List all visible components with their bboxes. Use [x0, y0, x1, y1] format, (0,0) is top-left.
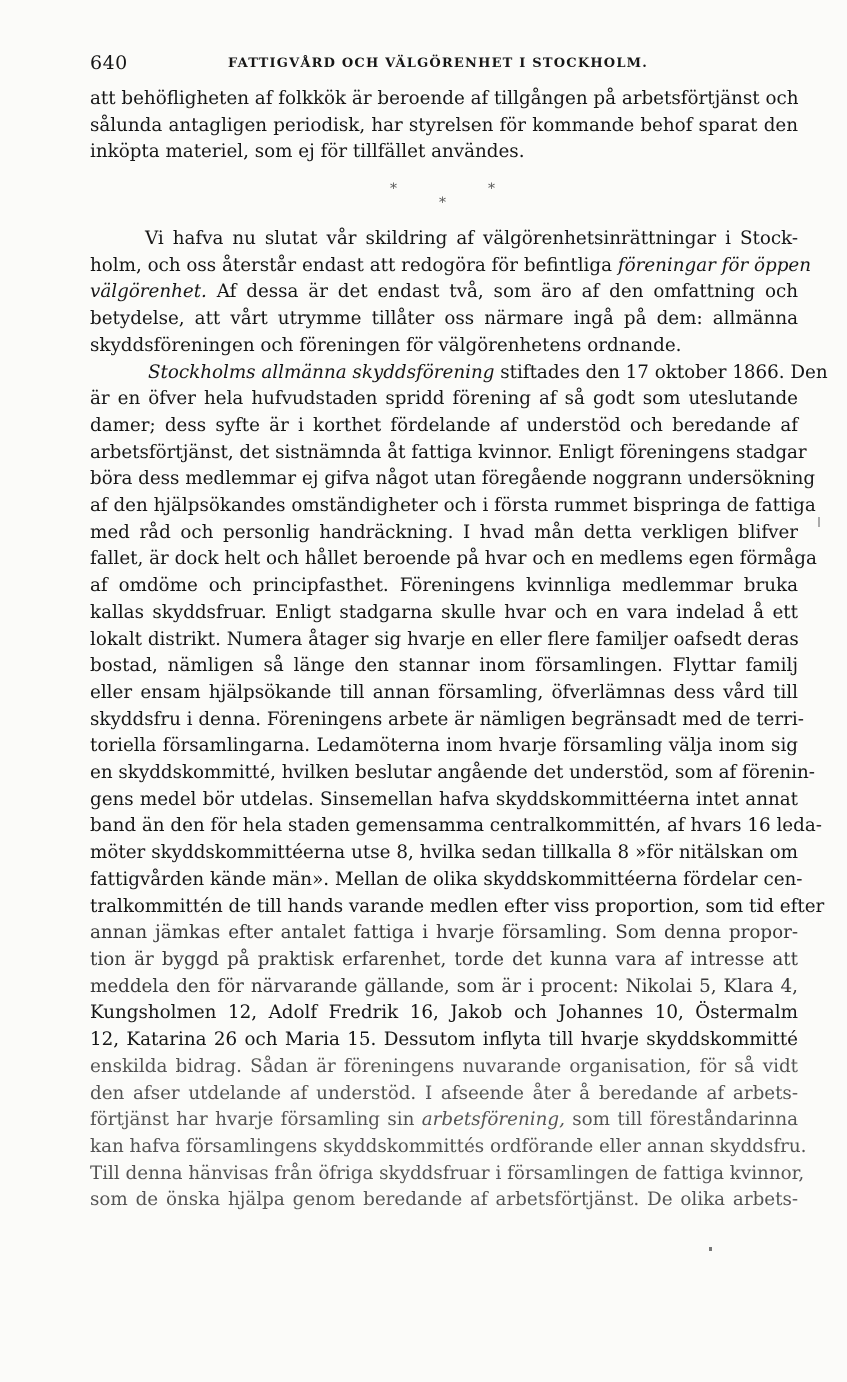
text-line: skyddsfru i denna. Föreningens arbete är nämligen begränsadt med de terri- [90, 708, 804, 730]
text-fragment: stiftades den 17 oktober 1866. Den [500, 361, 828, 383]
page-number: 640 [90, 52, 128, 74]
asterisk-mark: * [439, 195, 446, 211]
text-line: toriella församlingarna. Ledamöterna inom hvarje församling välja inom sig [90, 735, 798, 757]
text-line: som de önska hjälpa genom beredande af arbetsförtjänst. De olika arbets- [90, 1189, 798, 1211]
text-line [90, 279, 798, 306]
text-line: tralkommittén de till hands varande medlen efter viss proportion, som tid efter [90, 895, 825, 917]
text-line: betydelse, att vårt utrymme tillåter oss närmare ingå på dem: allmänna [90, 308, 798, 330]
text-line: Till denna hänvisas från öfriga skyddsfruar i församlingen de fattiga kvinnor, [90, 1162, 805, 1184]
text-line: en skyddskommitté, hvilken beslutar angående det understöd, som af förenin- [90, 762, 815, 784]
section-divider-asterism [90, 181, 798, 221]
text-line: skyddsföreningen och föreningen för välgörenhetens ordnande. [90, 334, 682, 356]
text-fragment: som till föreståndarinna [572, 1109, 798, 1131]
text-line: fattigvården kände män». Mellan de olika skyddskommittéerna fördelar cen- [90, 868, 803, 890]
main-text [90, 226, 828, 1214]
text-fragment: Af dessa är det endast två, som äro af den omfattning och [216, 281, 799, 303]
text-line [90, 253, 812, 280]
text-line: lokalt distrikt. Numera åtager sig hvarje en eller flere familjer oafsedt deras [90, 628, 799, 650]
text-line: är en öfver hela hufvudstaden spridd förening af så godt som uteslutande [90, 388, 798, 410]
text-line: möter skyddskommittéerna utse 8, hvilka sedan tillkalla 8 »för nitälskan om [90, 842, 798, 864]
text-line: af den hjälpsökandes omständigheter och i första rummet bispringa de fattiga [90, 495, 816, 517]
text-line: enskilda bidrag. Sådan är föreningens nuvarande organisation, för så vidt [90, 1055, 798, 1077]
italic-term: arbetsförening, [421, 1109, 565, 1131]
text-line [90, 1107, 798, 1134]
text-line: band än den för hela staden gemensamma centralkommittén, af hvars 16 leda- [90, 815, 822, 837]
text-line: inköpta materiel, som ej för tillfället användes. [90, 141, 525, 163]
italic-term: Stockholms allmänna skyddsförening [148, 361, 495, 383]
running-title: FATTIGVÅRD OCH VÄLGÖRENHET I STOCKHOLM. [228, 56, 648, 71]
text-line: böra dess medlemmar ej gifva något utan föregående noggrann undersökning [90, 468, 816, 490]
text-line: med råd och personlig handräckning. I hvad mån detta verkligen blifver [90, 521, 798, 543]
text-fragment: holm, och oss återstår endast att redogöra för befintliga [90, 254, 612, 276]
ink-speck [709, 1247, 712, 1251]
asterisk-mark: * [390, 181, 397, 197]
text-line: meddela den för närvarande gällande, som är i procent: Nikolai 5, Klara 4, [90, 975, 798, 997]
italic-term: välgörenhet. [90, 281, 207, 303]
text-fragment: förtjänst har hvarje församling sin [90, 1109, 415, 1131]
text-line: arbetsförtjänst, det sistnämnda åt fattiga kvinnor. Enligt föreningens stadgar [90, 441, 807, 463]
text-line: fallet, är dock helt och hållet beroende på hvar och en medlems egen förmåga [90, 548, 817, 570]
paragraph-continuation [90, 86, 798, 166]
text-line: 12, Katarina 26 och Maria 15. Dessutom inflyta till hvarje skyddskommitté [90, 1029, 798, 1051]
page-header [90, 52, 798, 82]
text-line: att behöfligheten af folkkök är beroende af tillgången på arbetsförtjänst och [90, 88, 799, 109]
text-line: Kungsholmen 12, Adolf Fredrik 16, Jakob och Johannes 10, Östermalm [90, 1002, 798, 1024]
text-line: kan hafva församlingens skyddskommittés ordförande eller annan skyddsfru. [90, 1135, 807, 1157]
text-line: af omdöme och principfasthet. Föreningens kvinnliga medlemmar bruka [90, 575, 798, 597]
text-line: gens medel bör utdelas. Sinsemellan hafva skyddskommittéerna intet annat [90, 788, 798, 810]
margin-speck [818, 517, 820, 527]
text-line: eller ensam hjälpsökande till annan församling, öfverlämnas dess vård till [90, 681, 798, 703]
text-line: damer; dess syfte är i korthet fördelande af understöd och beredande af [90, 414, 798, 436]
text-line: den afser utdelande af understöd. I afseende åter å beredande af arbets- [90, 1082, 798, 1104]
asterisk-mark: * [488, 181, 495, 197]
text-line: tion är byggd på praktisk erfarenhet, torde det kunna vara af intresse att [90, 948, 798, 970]
text-line: kallas skyddsfruar. Enligt stadgarna skulle hvar och en vara indelad å ett [90, 601, 798, 623]
text-line: annan jämkas efter antalet fattiga i hvarje församling. Som denna propor- [90, 922, 798, 944]
text-line [90, 360, 828, 387]
italic-term: föreningar för öppen [617, 254, 812, 276]
text-line: sålunda antagligen periodisk, har styrelsen för kommande behof sparat den [90, 114, 798, 136]
text-line: Vi hafva nu slutat vår skildring af välgörenhetsinrättningar i Stock- [145, 228, 798, 249]
text-line: bostad, nämligen så länge den stannar inom församlingen. Flyttar familj [90, 655, 798, 677]
